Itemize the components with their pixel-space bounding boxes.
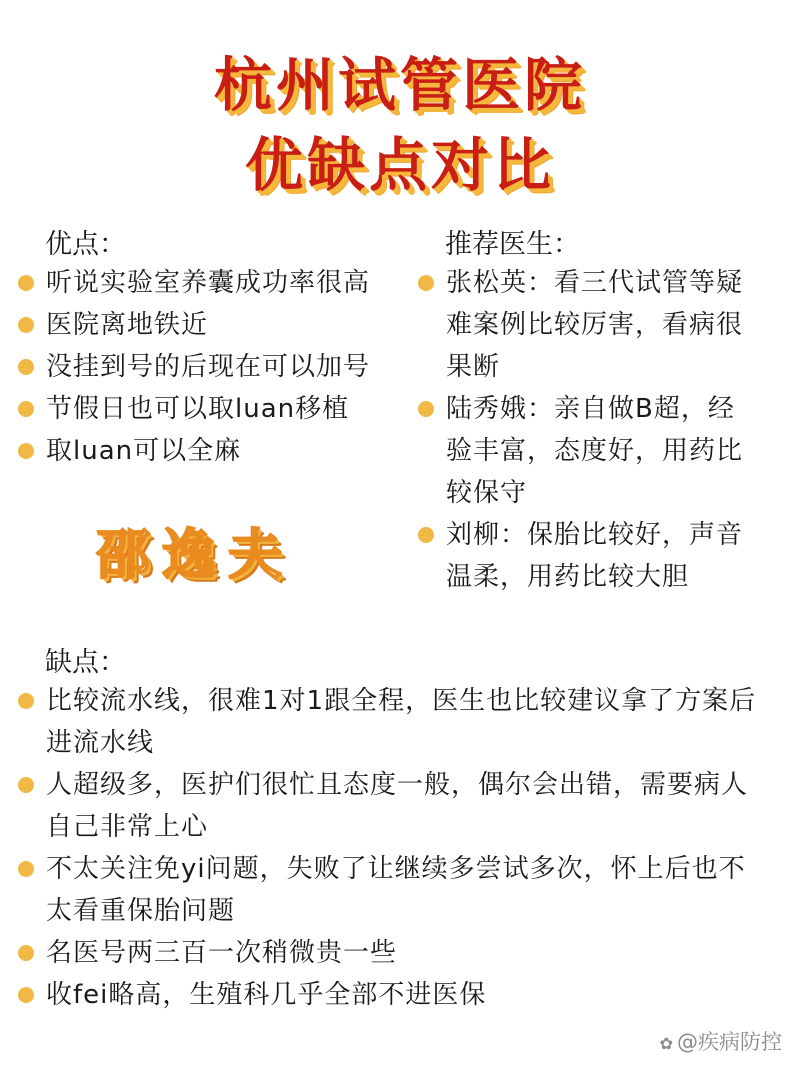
watermark: ✿ @疾病防控 bbox=[659, 1030, 782, 1054]
bullet-icon bbox=[18, 945, 34, 961]
bullet-icon bbox=[18, 693, 34, 709]
doctors-heading: 推荐医生： bbox=[445, 229, 580, 260]
list-item: 不太关注免yi问题，失败了让继续多尝试多次，怀上后也不太看重保胎问题 bbox=[18, 848, 758, 932]
list-item: 人超级多，医护们很忙且态度一般，偶尔会出错，需要病人自己非常上心 bbox=[18, 764, 758, 848]
doctors-list bbox=[418, 262, 758, 598]
bullet-icon bbox=[418, 527, 434, 543]
cons-heading: 缺点： bbox=[45, 647, 126, 678]
bullet-icon bbox=[18, 443, 34, 459]
bullet-icon bbox=[18, 317, 34, 333]
bullet-icon bbox=[18, 275, 34, 291]
list-item: 张松英：看三代试管等疑难案例比较厉害，看病很果断 bbox=[418, 262, 758, 388]
bullet-icon bbox=[18, 359, 34, 375]
bullet-icon bbox=[18, 777, 34, 793]
list-item: 陆秀娥：亲自做B超，经验丰富，态度好，用药比较保守 bbox=[418, 388, 758, 514]
list-item: 没挂到号的后现在可以加号 bbox=[18, 346, 418, 388]
bullet-icon bbox=[18, 861, 34, 877]
page-title-line1: 杭州试管医院 bbox=[213, 51, 586, 119]
pros-list bbox=[18, 262, 418, 472]
bullet-icon bbox=[18, 987, 34, 1003]
hospital-name-stamp: 邵逸夫 bbox=[96, 522, 294, 586]
cons-list bbox=[18, 680, 758, 1016]
bullet-icon bbox=[18, 401, 34, 417]
list-item: 名医号两三百一次稍微贵一些 bbox=[18, 932, 758, 974]
pros-heading: 优点： bbox=[45, 229, 126, 260]
list-item: 取luan可以全麻 bbox=[18, 430, 418, 472]
bullet-icon bbox=[418, 275, 434, 291]
list-item: 听说实验室养囊成功率很高 bbox=[18, 262, 418, 304]
paw-icon: ✿ bbox=[659, 1034, 673, 1053]
list-item: 收fei略高，生殖科几乎全部不进医保 bbox=[18, 974, 758, 1016]
page-title-line2: 优缺点对比 bbox=[244, 131, 555, 199]
list-item: 节假日也可以取luan移植 bbox=[18, 388, 418, 430]
list-item: 刘柳：保胎比较好，声音温柔，用药比较大胆 bbox=[418, 514, 758, 598]
list-item: 比较流水线，很难1对1跟全程，医生也比较建议拿了方案后进流水线 bbox=[18, 680, 758, 764]
bullet-icon bbox=[418, 401, 434, 417]
list-item: 医院离地铁近 bbox=[18, 304, 418, 346]
